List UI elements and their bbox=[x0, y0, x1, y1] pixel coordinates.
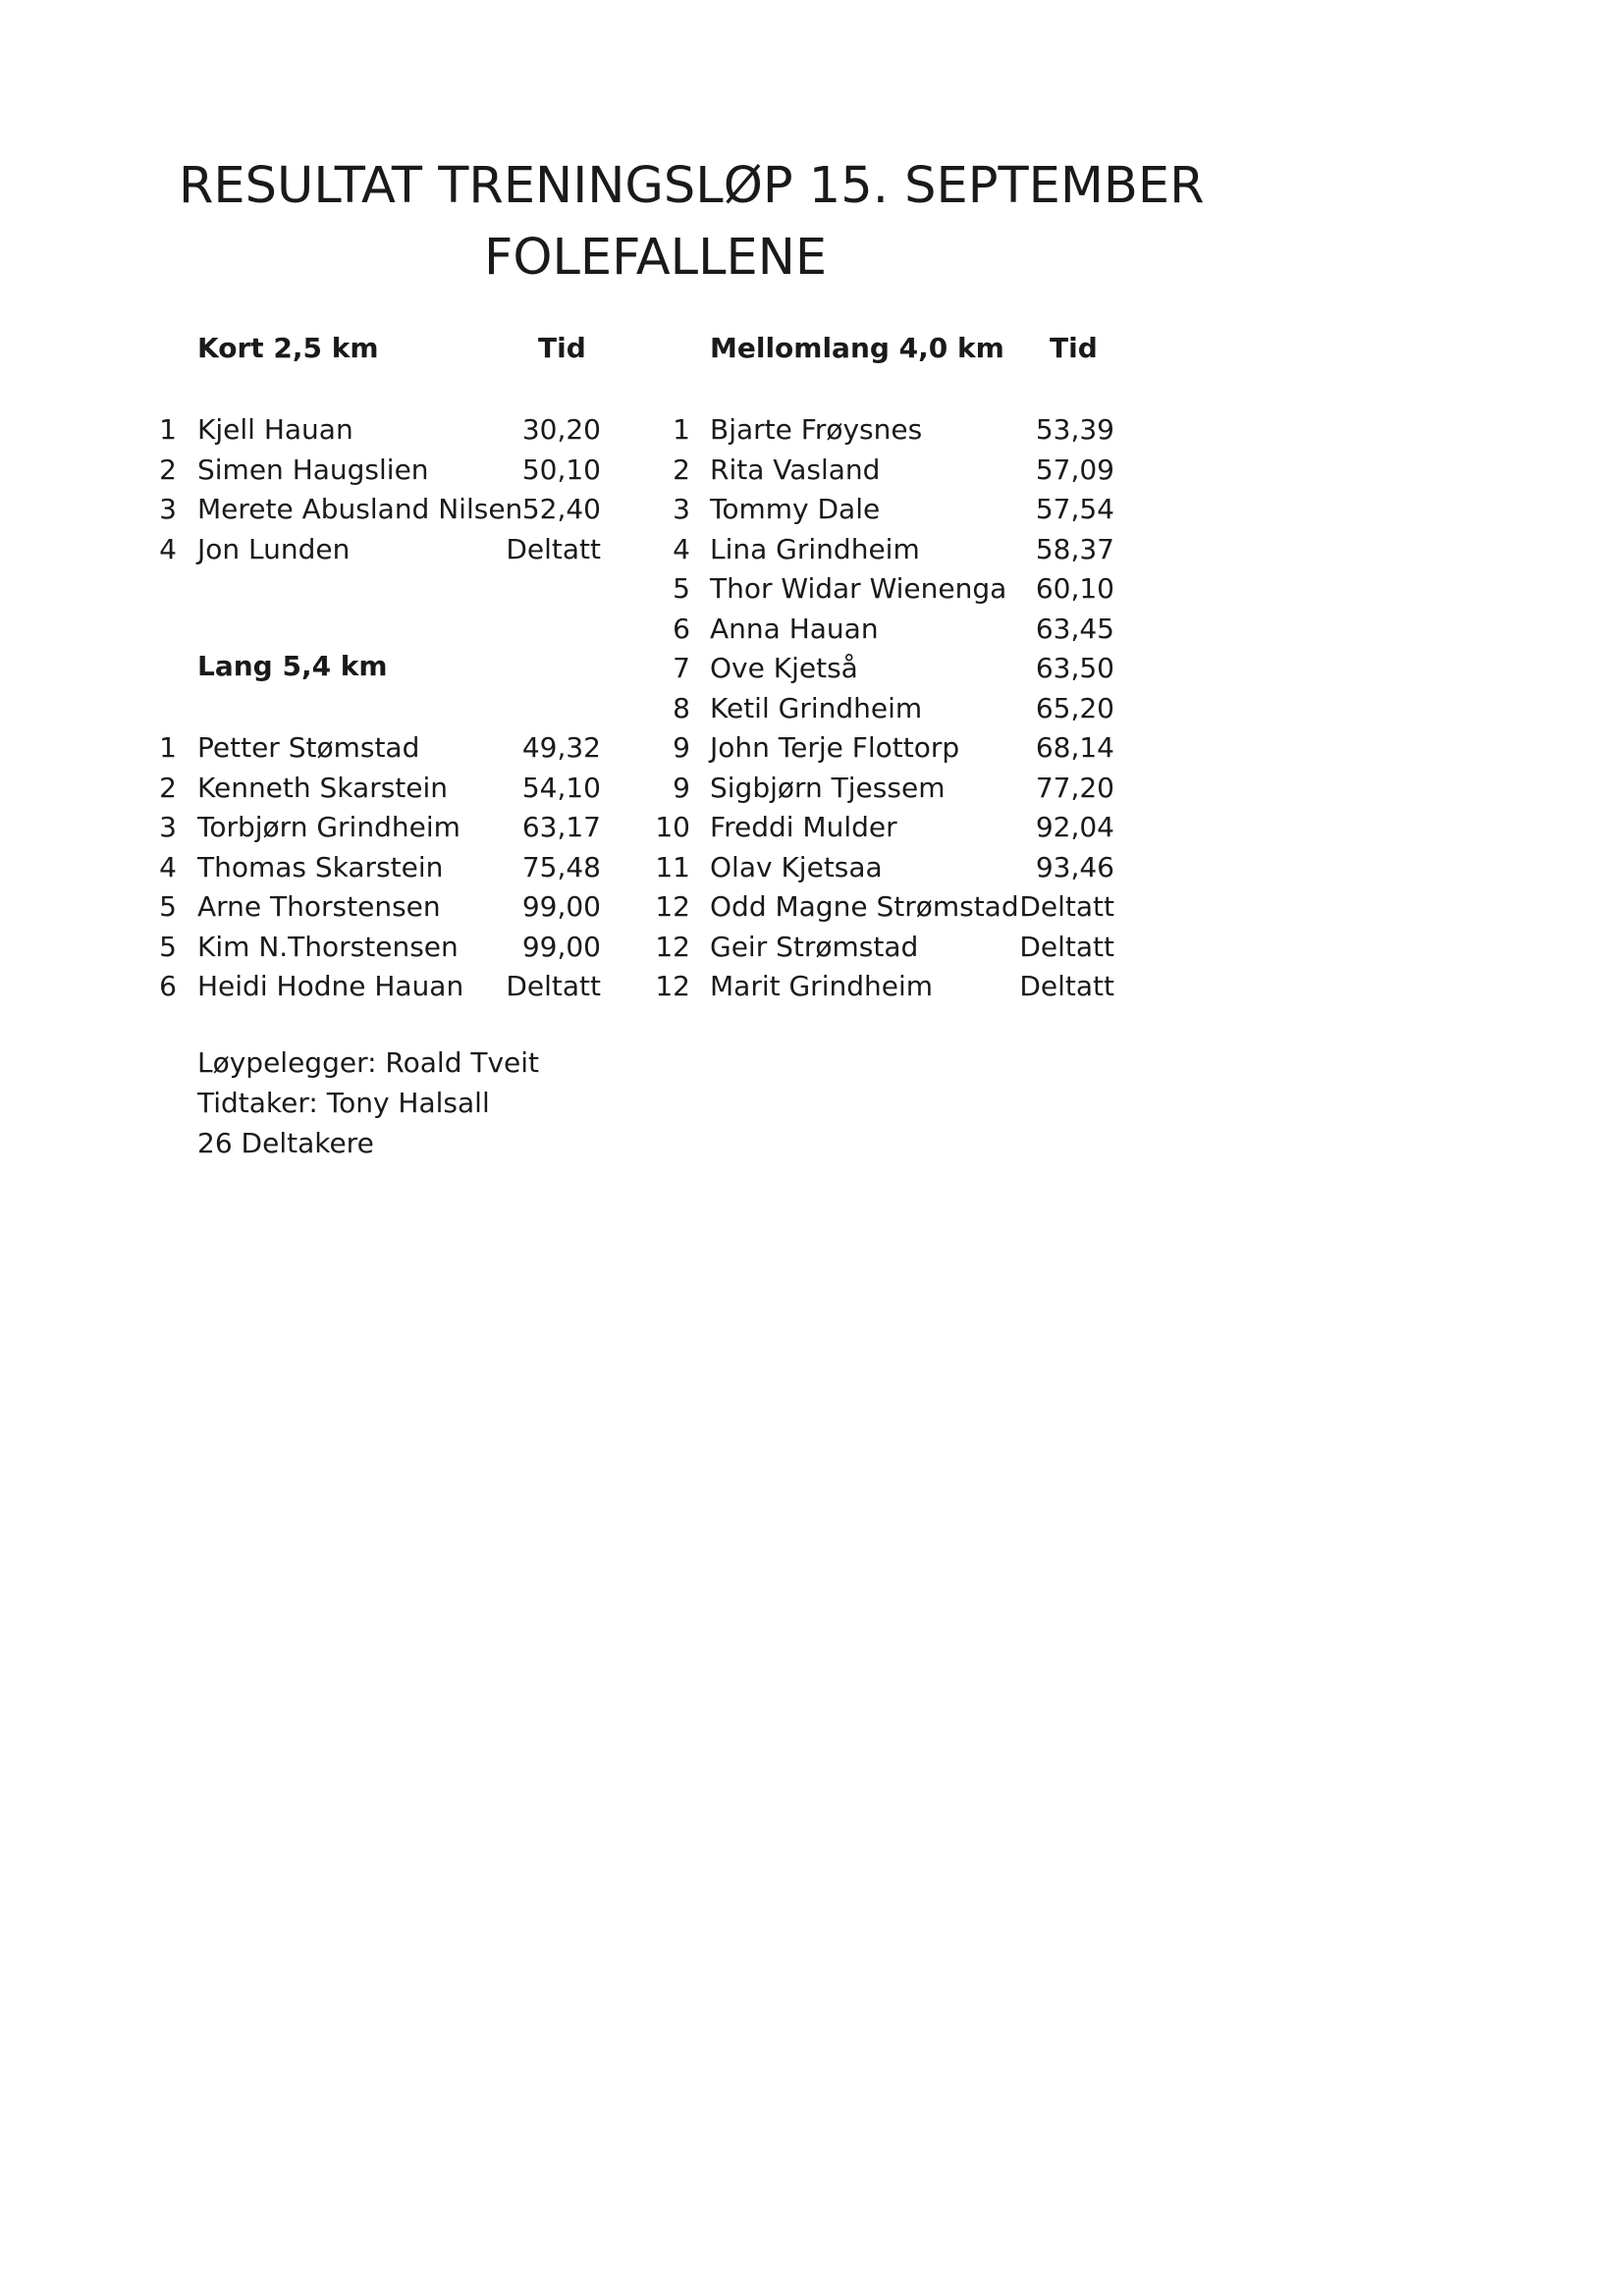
participant-name: Thor Widar Wienenga bbox=[710, 572, 1007, 605]
finish-time: Deltatt bbox=[1019, 890, 1114, 923]
participant-name: Tommy Dale bbox=[710, 493, 881, 525]
finish-time: 53,39 bbox=[1035, 413, 1114, 446]
place-number: 2 bbox=[673, 453, 690, 486]
participant-name: John Terje Flottorp bbox=[710, 731, 960, 764]
result-row bbox=[0, 851, 1624, 890]
finish-time: 99,00 bbox=[521, 890, 601, 923]
place-number: 5 bbox=[673, 572, 690, 605]
participant-name: Torbjørn Grindheim bbox=[197, 811, 460, 843]
participant-name: Bjarte Frøysnes bbox=[710, 413, 923, 446]
result-row bbox=[0, 454, 1624, 493]
place-number: 3 bbox=[673, 493, 690, 525]
place-number: 2 bbox=[159, 453, 177, 486]
finish-time: 49,32 bbox=[521, 731, 601, 764]
participant-name: Rita Vasland bbox=[710, 453, 881, 486]
result-row bbox=[0, 811, 1624, 850]
course-setter-text: Løypelegger: Roald Tveit bbox=[197, 1046, 540, 1079]
finish-time: 65,20 bbox=[1035, 691, 1114, 724]
place-number: 10 bbox=[655, 811, 690, 843]
participant-name: Freddi Mulder bbox=[710, 811, 897, 843]
result-row bbox=[0, 731, 1624, 771]
result-row bbox=[0, 613, 1624, 652]
result-row bbox=[0, 772, 1624, 811]
place-number: 5 bbox=[159, 930, 177, 963]
finish-time: Deltatt bbox=[1019, 970, 1114, 1002]
finish-time: 54,10 bbox=[521, 771, 601, 804]
place-number: 1 bbox=[159, 413, 177, 446]
kort-header: Kort 2,5 km bbox=[197, 332, 379, 364]
finish-time: 99,00 bbox=[521, 930, 601, 963]
timekeeper-text: Tidtaker: Tony Halsall bbox=[197, 1087, 490, 1119]
participant-name: Lina Grindheim bbox=[710, 532, 920, 565]
finish-time: 58,37 bbox=[1035, 532, 1114, 565]
participant-name: Heidi Hodne Hauan bbox=[197, 970, 464, 1002]
place-number: 7 bbox=[673, 652, 690, 684]
place-number: 5 bbox=[159, 890, 177, 923]
place-number: 6 bbox=[673, 612, 690, 645]
participant-name: Petter Stømstad bbox=[197, 731, 420, 764]
participant-name: Arne Thorstensen bbox=[197, 890, 441, 923]
participant-name: Merete Abusland Nilsen bbox=[197, 493, 523, 525]
participant-name: Thomas Skarstein bbox=[197, 850, 444, 883]
participants-text: 26 Deltakere bbox=[197, 1127, 374, 1159]
finish-time: 63,45 bbox=[1035, 612, 1114, 645]
result-row bbox=[0, 931, 1624, 970]
place-number: 12 bbox=[655, 890, 690, 923]
place-number: 6 bbox=[159, 970, 177, 1002]
mellomlang-header: Mellomlang 4,0 km bbox=[710, 332, 1004, 364]
place-number: 3 bbox=[159, 493, 177, 525]
place-number: 12 bbox=[655, 930, 690, 963]
place-number: 1 bbox=[673, 413, 690, 446]
kort-time-header: Tid bbox=[538, 332, 586, 364]
participant-name: Ove Kjetså bbox=[710, 652, 858, 684]
finish-time: 77,20 bbox=[1035, 771, 1114, 804]
place-number: 3 bbox=[159, 811, 177, 843]
finish-time: 63,17 bbox=[521, 811, 601, 843]
participant-name: Kenneth Skarstein bbox=[197, 771, 449, 804]
participant-name: Olav Kjetsaa bbox=[710, 850, 883, 883]
place-number: 8 bbox=[673, 691, 690, 724]
finish-time: 60,10 bbox=[1035, 572, 1114, 605]
place-number: 2 bbox=[159, 771, 177, 804]
result-row bbox=[0, 572, 1624, 612]
finish-time: 57,09 bbox=[1035, 453, 1114, 486]
place-number: 4 bbox=[159, 532, 177, 565]
participant-name: Kim N.Thorstensen bbox=[197, 930, 459, 963]
finish-time: Deltatt bbox=[1019, 930, 1114, 963]
participant-name: Jon Lunden bbox=[197, 532, 351, 565]
participant-name: Odd Magne Strømstad bbox=[710, 890, 1019, 923]
page-title: RESULTAT TRENINGSLØP 15. SEPTEMBER bbox=[179, 157, 1205, 215]
participant-name: Ketil Grindheim bbox=[710, 691, 923, 724]
participant-name: Sigbjørn Tjessem bbox=[710, 771, 946, 804]
place-number: 1 bbox=[159, 731, 177, 764]
result-row bbox=[0, 692, 1624, 731]
finish-time: Deltatt bbox=[506, 970, 601, 1002]
result-row bbox=[0, 533, 1624, 572]
finish-time: 93,46 bbox=[1035, 850, 1114, 883]
place-number: 11 bbox=[655, 850, 690, 883]
place-number: 9 bbox=[673, 771, 690, 804]
participant-name: Kjell Hauan bbox=[197, 413, 353, 446]
finish-time: 63,50 bbox=[1035, 652, 1114, 684]
participant-name: Simen Haugslien bbox=[197, 453, 429, 486]
finish-time: 75,48 bbox=[521, 850, 601, 883]
participant-name: Geir Strømstad bbox=[710, 930, 919, 963]
finish-time: 92,04 bbox=[1035, 811, 1114, 843]
place-number: 9 bbox=[673, 731, 690, 764]
finish-time: 68,14 bbox=[1035, 731, 1114, 764]
finish-time: 57,54 bbox=[1035, 493, 1114, 525]
place-number: 12 bbox=[655, 970, 690, 1002]
result-row bbox=[0, 890, 1624, 930]
result-row bbox=[0, 493, 1624, 532]
finish-time: 30,20 bbox=[521, 413, 601, 446]
place-number: 4 bbox=[673, 532, 690, 565]
mellomlang-time-header: Tid bbox=[1050, 332, 1098, 364]
place-number: 4 bbox=[159, 850, 177, 883]
finish-time: Deltatt bbox=[506, 532, 601, 565]
page-subtitle: FOLEFALLENE bbox=[484, 229, 828, 287]
lang-header: Lang 5,4 km bbox=[197, 650, 388, 682]
finish-time: 50,10 bbox=[521, 453, 601, 486]
participant-name: Anna Hauan bbox=[710, 612, 879, 645]
participant-name: Marit Grindheim bbox=[710, 970, 934, 1002]
result-row bbox=[0, 652, 1624, 691]
result-row bbox=[0, 413, 1624, 453]
result-row bbox=[0, 970, 1624, 1009]
finish-time: 52,40 bbox=[521, 493, 601, 525]
